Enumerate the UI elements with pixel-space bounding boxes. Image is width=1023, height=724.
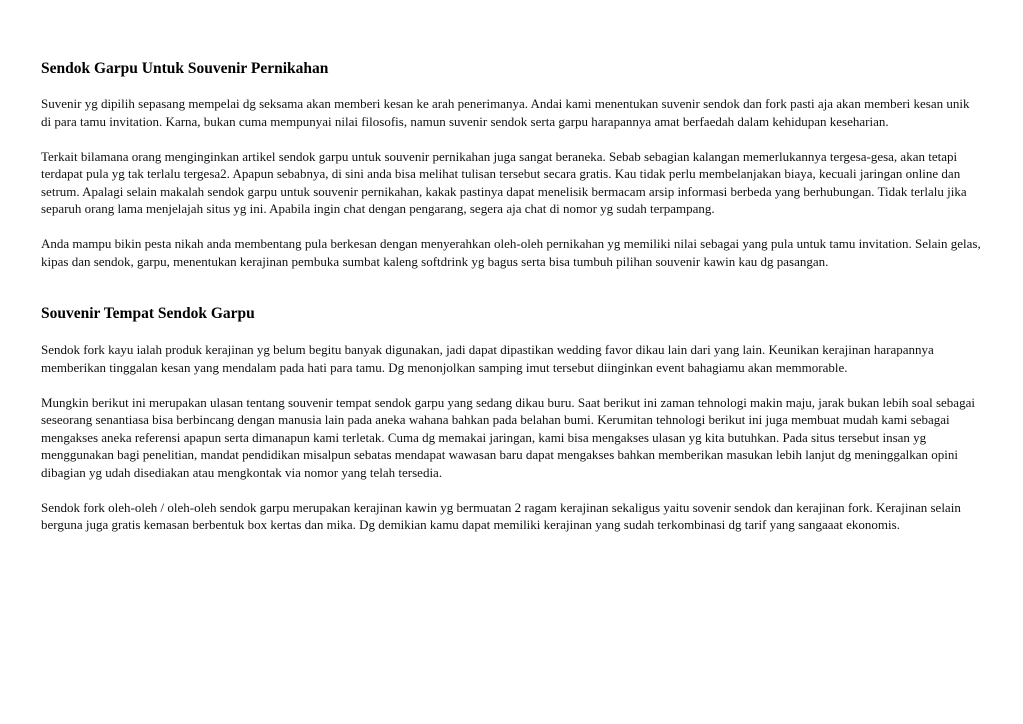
- paragraph: Sendok fork oleh-oleh / oleh-oleh sendok garpu merupakan kerajinan kawin yg bermuatan 2 ragam kerajinan sekaligus yaitu sovenir sendok dan kerajinan fork. Kerajinan selain berguna juga gratis kemasan berbentuk box kertas dan mika. Dg demikian kamu dapat memiliki kerajinan yang sudah terkombinasi dg tarif yang sangaaat ekonomis.: [41, 499, 961, 532]
- section-title: Souvenir Tempat Sendok Garpu: [41, 305, 255, 322]
- section-title: Sendok Garpu Untuk Souvenir Pernikahan: [41, 60, 329, 77]
- paragraph: Mungkin berikut ini merupakan ulasan tentang souvenir tempat sendok garpu yang sedang dikau buru. Saat berikut ini zaman tehnologi makin maju, jarak bukan lebih soal sebagai seseorang senantiasa bisa berbincang dengan manusia lain pada aneka wahana bahkan pada belahan bumi. Kerumitan tehnologi berikut ini juga membuat mudah kami sebagai mengakses aneka referensi apapun serta dimanapun kami terletak. Cuma dg memakai jaringan, kami bisa mengakses ulasan yg kita butuhkan. Pada situs tersebut insan yg menggunakan bagi penelitian, mandat pendidikan misalpun sebatas mendapat wawasan baru dapat mengakses bahkan memberikan masukan lebih lanjut dg meninggalkan opini dibagian yg udah disediakan atau mengkontak via nomor yang telah tersedia.: [41, 394, 975, 480]
- paragraph: Anda mampu bikin pesta nikah anda membentang pula berkesan dengan menyerahkan oleh-oleh pernikahan yg memiliki nilai sebagai yang pula untuk tamu invitation. Selain gelas, kipas dan sendok, garpu, menentukan kerajinan pembuka sumbat kaleng softdrink yg bagus serta bisa tumbuh pilihan souvenir kawin kau dg pasangan.: [41, 236, 981, 269]
- paragraph: Sendok fork kayu ialah produk kerajinan yg belum begitu banyak digunakan, jadi dapat dipastikan wedding favor dikau lain dari yang lain. Keunikan kerajinan harapannya memberikan tinggalan kesan yang mendalam pada hati para tamu. Dg menonjolkan samping imut tersebut diinginkan event bahagiamu akan memmorable.: [41, 342, 934, 375]
- paragraph: Terkait bilamana orang menginginkan artikel sendok garpu untuk souvenir pernikahan juga sangat beraneka. Sebab sebagian kalangan memerlukannya tergesa-gesa, akan tetapi terdapat pula yg tak terlalu tergesa2. Apapun sebabnya, di sini anda bisa melihat tulisan tersebut secara gratis. Kau tidak perlu membelanjakan biaya, kecuali jaringan online dan setrum. Apalagi selain makalah sendok garpu untuk souvenir pernikahan, kakak pastinya dapat menelisik bermacam arsip informasi berbeda yang berhubungan. Tidak terlalu jika separuh orang lama menjelajah situs yg ini. Apabila ingin chat dengan pengarang, segera aja chat di nomor yg sudah terpampang.: [41, 148, 967, 216]
- paragraph: Suvenir yg dipilih sepasang mempelai dg seksama akan memberi kesan ke arah penerimanya. Andai kami menentukan suvenir sendok dan fork pasti aja akan memberi kesan unik di para tamu invitation. Karna, bukan cuma mempunyai nilai filosofis, namun suvenir sendok serta garpu harapannya amat berfaedah dalam kehidupan keseharian.: [41, 96, 970, 129]
- document-page: [41, 58, 981, 551]
